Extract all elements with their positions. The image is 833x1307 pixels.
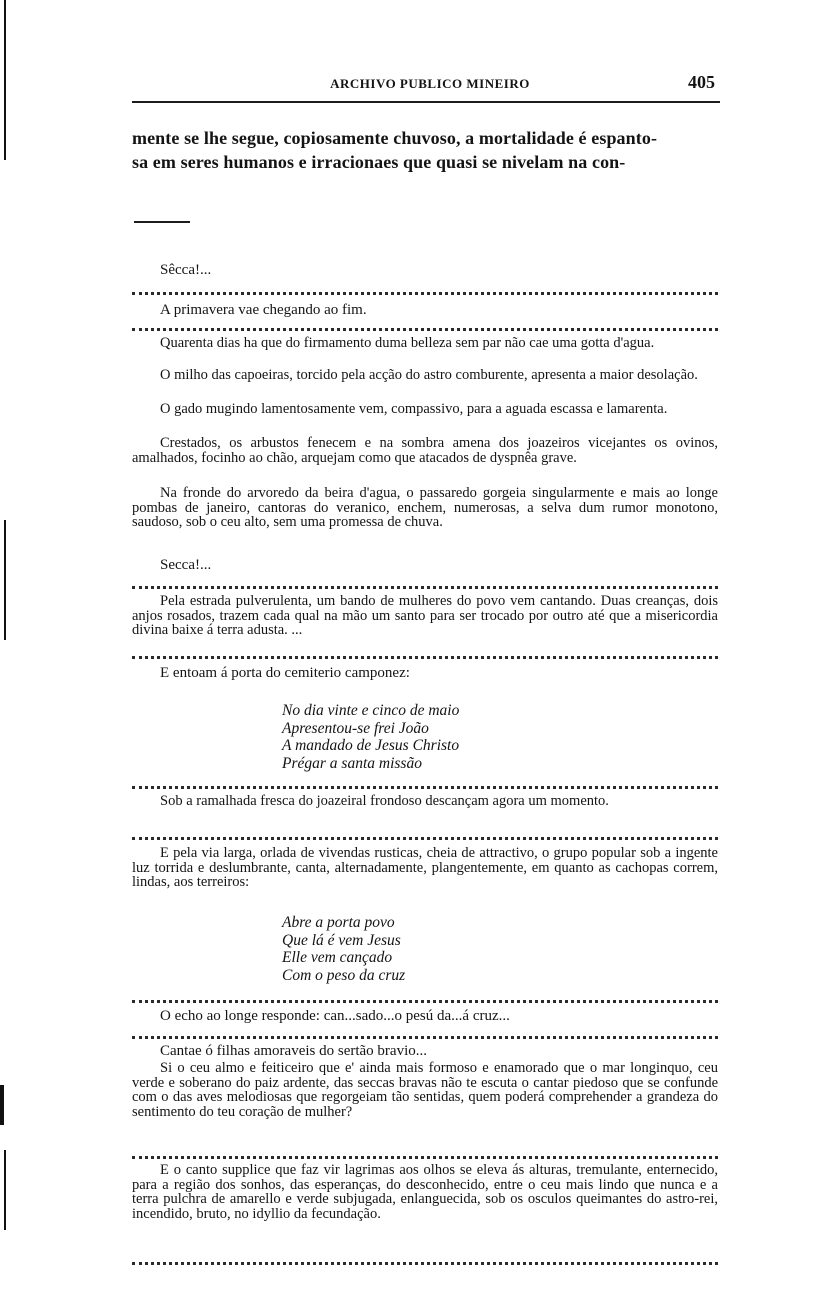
dotted-separator	[132, 1000, 718, 1003]
line-echo: O echo ao longe responde: can...sado...o pesú da...á cruz...	[160, 1008, 510, 1024]
dotted-separator	[132, 786, 718, 789]
paragraph-text: O milho das capoeiras, torcido pela acção do astro comburente, apresenta a maior desolação.	[160, 367, 698, 383]
paragraph-text: Na fronde do arvoredo da beira d'agua, o passaredo gorgeia singularmente e mais ao longe pombas de janeiro, cantoras do veranico, enchem, numerosas, a selva dum rumor monotono, saudoso, sob o ceu alto, sem uma promessa de chuva.	[132, 485, 718, 530]
dotted-separator	[132, 292, 718, 295]
dotted-separator	[132, 1156, 718, 1159]
verse-line: Que lá é vem Jesus	[282, 931, 401, 949]
verse-block-1	[282, 702, 459, 772]
exclamation-secca-2: Secca!...	[160, 557, 212, 573]
paragraph-text: Si o ceu almo e feiticeiro que e' ainda mais formoso e enamorado que o mar longinquo, ceu verde e soberano do paiz ardente, das seccas bravas não te escuta o cantar piedoso que se confunde com o das aves melodiosas que regorgeiam tão sentidas, quem poderá comprehender a grandeza do sentimento do teu coração de mulher?	[132, 1060, 718, 1120]
paragraph-text: E o canto supplice que faz vir lagrimas aos olhos se eleva ás alturas, tremulante, enternecido, para a região dos sonhos, das esperanças, do desconhecido, entre o ceu mais lindo que nunca e a terra pulchra de amarello e verde subjugada, enlanguecida, sob os osculos queimantes do astro-rei, incendido, bruto, no idyllio da fecundação.	[132, 1162, 718, 1222]
paragraph-text: Sob a ramalhada fresca do joazeiral frondoso descançam agora um momento.	[160, 793, 609, 809]
paragraph-ceu	[132, 1061, 718, 1119]
verse-line: Abre a porta povo	[282, 914, 395, 931]
paragraph-estrada	[132, 594, 718, 638]
paragraph-text: Crestados, os arbustos fenecem e na sombra amena dos joazeiros vicejantes os ovinos, amalhados, focinho ao chão, arquejam como que atacados de dyspnêa grave.	[132, 435, 718, 466]
dotted-separator	[132, 656, 718, 659]
dotted-separator	[132, 586, 718, 589]
exclamation-secca: Sêcca!...	[160, 262, 212, 278]
paragraph-canto	[132, 1163, 718, 1221]
paragraph-via	[132, 846, 718, 890]
line-cantae: Cantae ó filhas amoraveis do sertão bravio...	[160, 1043, 427, 1059]
paragraph-fronde	[132, 486, 718, 530]
verse-line: No dia vinte e cinco de maio	[282, 702, 460, 719]
opening-line-2: sa em seres humanos e irracionaes que quasi se nivelam na con-	[132, 152, 626, 172]
verse-line: Com o peso da cruz	[282, 966, 406, 984]
verse-line: A mandado de Jesus Christo	[282, 737, 460, 754]
paragraph-text: O gado mugindo lamentosamente vem, compassivo, para a aguada escassa e lamarenta.	[160, 401, 668, 417]
paragraph-text: Quarenta dias ha que do firmamento duma belleza sem par não cae uma gotta d'agua.	[160, 335, 655, 351]
paragraph-ramalhada	[132, 794, 718, 809]
binding-edge-mark	[4, 1150, 6, 1230]
binding-edge-mark	[0, 1085, 4, 1125]
verse-line: Elle vem cançado	[282, 949, 393, 966]
header-rule	[132, 101, 720, 103]
line-entoam: E entoam á porta do cemiterio camponez:	[160, 665, 410, 681]
dotted-separator	[132, 1036, 718, 1039]
paragraph-gado	[132, 402, 718, 417]
paragraph-milho	[132, 368, 718, 383]
running-header-title: ARCHIVO PUBLICO MINEIRO	[330, 76, 530, 91]
opening-line-1: mente se lhe segue, copiosamente chuvoso, a mortalidade é espanto-	[132, 128, 658, 148]
paragraph-quarenta	[132, 336, 718, 351]
verse-line: Prégar a santa missão	[282, 754, 422, 772]
dotted-separator	[132, 328, 718, 331]
paragraph-text: E pela via larga, orlada de vivendas rusticas, cheia de attractivo, o grupo popular sob a ingente luz torrida e deslumbrante, canta, alternadamente, plangentemente, em quanto as cachopas correm, lindas, aos terreiros:	[132, 845, 718, 890]
section-rule	[134, 221, 190, 223]
binding-edge-mark	[4, 0, 6, 160]
binding-edge-mark	[4, 520, 6, 640]
page-number: 405	[688, 72, 715, 92]
verse-line: Apresentou-se frei João	[282, 719, 429, 737]
paragraph-text: Pela estrada pulverulenta, um bando de mulheres do povo vem cantando. Duas creanças, dois anjos rosados, trazem cada qual na mão um santo para ser trocado por outro até que a misericordia divina baixe á terra adusta. ...	[132, 593, 718, 638]
line-primavera: A primavera vae chegando ao fim.	[160, 302, 367, 318]
paragraph-crestados	[132, 436, 718, 465]
dotted-separator	[132, 1262, 718, 1265]
verse-block-2	[282, 914, 405, 984]
dotted-separator	[132, 837, 718, 840]
